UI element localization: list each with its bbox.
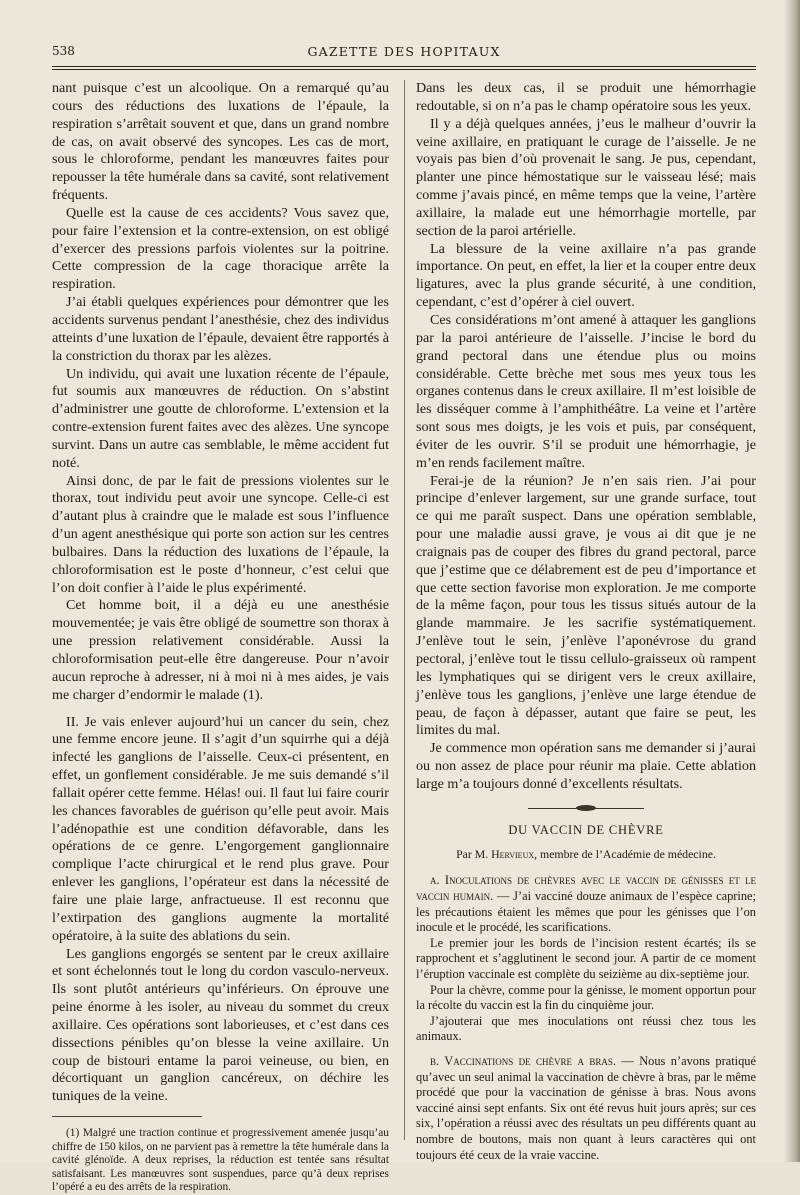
page-edge-shadow: [784, 0, 800, 1162]
left-paragraph-7: II. Je vais enlever aujourd’hui un cancer du sein, chez une femme encore jeune. Il s’agit d’un squirrhe qui a déjà infecté les ganglions de l’aisselle. Ceux-ci présentent, en effet, un gonflement considérable. Je me suis demandé s’il fallait opérer cette femme. Hélas! oui. Il faut lui faire courir les chances favorables de guérison qu’elle peut avoir. Mais l’adénopathie est une condition défavorable, dans les opérations de ce genre. L’engorgement ganglionnaire complique l’acte chirurgical et le rend plus grave. Pour enlever les ganglions, l’opérateur est dans la nécessité de faire une plaie large, anfractueuse. Il est reconnu que l’extirpation des ganglions augmente la mortalité opératoire, à la suite des ablations du sein.: [52, 713, 389, 944]
footnote-rule: [52, 1116, 202, 1117]
section-b-text: — Nous n’avons pratiqué qu’avec un seul animal la vaccination de chèvre à bras, par le même procédé que pour la vaccination de génisse à bras. Nous avons vacciné ainsi sept enfants. Six ont été revus huit jours après; sur ces six, l’opération a réussi avec des résultats un peu différents quant au nombre de boutons, mais non quant à leurs caractères qui ont toujours été ceux de la vraie vaccine.: [416, 1053, 756, 1162]
right-column: [416, 80, 756, 1163]
article-paragraph-2: Pour la chèvre, comme pour la génisse, le moment opportun pour la récolte du vaccin est la fin du cinquième jour.: [416, 982, 756, 1013]
article-section-a: [416, 873, 756, 935]
right-paragraph-2: Il y a déjà quelques années, j’eus le malheur d’ouvrir la veine axillaire, en pratiquant le curage de l’aisselle. Je ne voyais pas bien d’où provenait le sang. Je pus, cependant, planter une pince hémostatique sur le vaisseau lésé; mais comme j’avais pincé, en même temps que la veine, l’artère axillaire, la malade eut une hémorrhagie mortelle, par section de la paroi artérielle.: [416, 115, 756, 239]
left-paragraph-8: Les ganglions engorgés se sentent par le creux axillaire et sont échelonnés tout le long du cordon vasculo-nerveux. Ils sont plutôt antérieurs qu’inférieurs. On éprouve une peine énorme à les isoler, au niveau du sommet du creux axillaire. Ces opérations sont laborieuses, et c’est dans ces dissections pénibles qu’on blesse la veine axillaire. Un coup de bistouri entame la paroi veineuse, ou bien, en décortiquant un ganglion cancéreux, on déchire les tuniques de la veine.: [52, 945, 389, 1105]
right-paragraph-5: Ferai-je de la réunion? Je n’en sais rien. J’ai pour principe d’enlever largement, sur une grande surface, tout ce qui me paraît suspect. Dans une opération semblable, pour une maladie aussi grave, je vous ai dit que je ne craignais pas de couper des fibres du grand pectoral, parce que j’estime que ce délabrement est de peu d’importance et que cette section favorise mon exploration. Je me comporte de la même façon, pour tous les tissus situés autour de la glande mammaire. Je les sacrifie systématiquement. J’enlève tout le sein, j’enlève l’aponévrose du grand pectoral, j’enlève tout le tissu cellulo-graisseux où rampent les lymphatiques qui se dirigent vers le creux axillaire, j’enlève tous les ganglions, j’enlève une large étendue de peau, de façon à dépasser, autant que faire se peut, les limites du mal.: [416, 472, 756, 739]
section-a-heading: a. Inoculations de chèvres avec le vaccin de génisses et le vaccin humain.: [416, 873, 756, 904]
article-section-b: [416, 1054, 756, 1163]
journal-title: GAZETTE DES HOPITAUX: [307, 44, 501, 59]
section-a-text: — J’ai vacciné douze animaux de l’espèce caprine; les précautions étaient les mêmes que pour les génisses que l’on inocule et le procédé, les scarifications.: [416, 889, 756, 935]
footnote: (1) Malgré une traction continue et progressivement amenée jusqu’au chiffre de 150 kilos, on ne parvient pas à remettre la tête humérale dans la cavité glénoïde. A deux reprises, la réduction est tentée sans résultat satisfaisant. Les manœuvres sont suspendues, parce qu’à deux reprises l’opéré a eu des arrêts de la respiration.: [52, 1127, 389, 1194]
page-header: [52, 42, 756, 62]
right-paragraph-6: Je commence mon opération sans me demander si j’aurai ou non assez de place pour réunir ma plaie. Cette ablation large m’a toujours donné d’excellents résultats.: [416, 740, 756, 792]
right-paragraph-3: La blessure de la veine axillaire n’a pas grande importance. On peut, en effet, la lier et la couper entre deux ligatures, avec la plus grande sécurité, à une condition, cependant, c’est d’opérer à ciel ouvert.: [416, 240, 756, 311]
article-spacer: [416, 1045, 756, 1054]
ornament-dot: [576, 805, 596, 811]
left-paragraph-6: Cet homme boit, il a déjà eu une anesthésie mouvementée; je vais être obligé de soumettre son thorax à une pression relativement considérable. Aussi la chloroformisation peut-elle être dangereuse. Pour n’avoir aucun reproche à adresser, ni à moi ni à mes aides, je vais me charger d’endormir le malade (1).: [52, 597, 389, 703]
article-paragraph-1: Le premier jour les bords de l’incision restent écartés; ils se rapprochent et s’agglutinent le second jour. A partir de ce moment l’éruption vaccinale est complète du seizième au dix-septième jour.: [416, 935, 756, 981]
byline-suffix: , membre de l’Académie de médecine.: [534, 846, 716, 861]
article-title: DU VACCIN DE CHÈVRE: [508, 822, 664, 837]
right-paragraph-1: Dans les deux cas, il se produit une hémorrhagie redoutable, si on n’a pas le champ opératoire sous les yeux.: [416, 80, 756, 114]
page-number: 538: [52, 44, 75, 58]
byline-prefix: Par M.: [456, 846, 492, 861]
left-paragraph-2: Quelle est la cause de ces accidents? Vous savez que, pour faire l’extension et la contre-extension, on est obligé d’exercer des pressions parfois violentes sur la poitrine. Cette compression de la cage thoracique arrête la respiration.: [52, 204, 389, 293]
column-divider: [404, 80, 405, 1140]
section-b-heading: b. Vaccinations de chèvre a bras.: [430, 1053, 616, 1068]
left-paragraph-1: nant puisque c’est un alcoolique. On a remarqué qu’au cours des réductions des luxations de l’épaule, la respiration s’arrêtait souvent et que, dans un grand nombre de cas, on avait observé des syncopes. Les cas de mort, sous le chloroforme, pendant les manœuvres faites pour repousser la tête humérale dans sa cavité, sont relativement fréquents.: [52, 80, 389, 204]
article-paragraph-3: J’ajouterai que mes inoculations ont réussi chez tous les animaux.: [416, 1013, 756, 1044]
left-paragraph-5: Ainsi donc, de par le fait de pressions violentes sur le thorax, tout individu peut avoir une syncope. Celle-ci est d’autant plus à craindre que le malade est sous l’influence d’un agent anesthésique qui porte son action sur les centres bulbaires. Dans la réduction des luxations de l’épaule, la chloroformisation est le poste d’honneur, c’est celui que l’on doit confier à l’aide le plus expérimenté.: [52, 472, 389, 596]
ornament-separator: [416, 802, 756, 816]
left-column: [52, 80, 389, 1195]
section-spacer: [52, 705, 389, 714]
right-paragraph-4: Ces considérations m’ont amené à attaquer les ganglions par la paroi antérieure de l’aisselle. J’incise le bord du grand pectoral dans une étendue plus ou moins considérable. Cette brèche met sous mes yeux tous les organes contenus dans le creux axillaire. Il m’est loisible de les disséquer comme à l’amphithéâtre. La veine et l’artère sont sous mes doigts, je les vois et puis, par conséquent, éviter de les ouvrir. S’il se produit une hémorrhagie, je m’en rends facilement maître.: [416, 311, 756, 471]
byline-author: Hervieux: [491, 846, 535, 861]
left-paragraph-4: Un individu, qui avait une luxation récente de l’épaule, fut soumis aux manœuvres de réduction. On s’abstint d’administrer une goutte de chloroforme. L’extension et la contre-extension furent faites avec des alèzes. Une syncope survint. Dans un autre cas semblable, le même accident fut noté.: [52, 365, 389, 471]
left-paragraph-3: J’ai établi quelques expériences pour démontrer que les accidents survenus pendant l’anesthésie, chez des individus atteints d’une luxation de l’épaule, devaient être rapportés à la constriction du thorax par les alèzes.: [52, 294, 389, 364]
header-rule: [52, 66, 756, 70]
article-byline: [416, 846, 756, 864]
